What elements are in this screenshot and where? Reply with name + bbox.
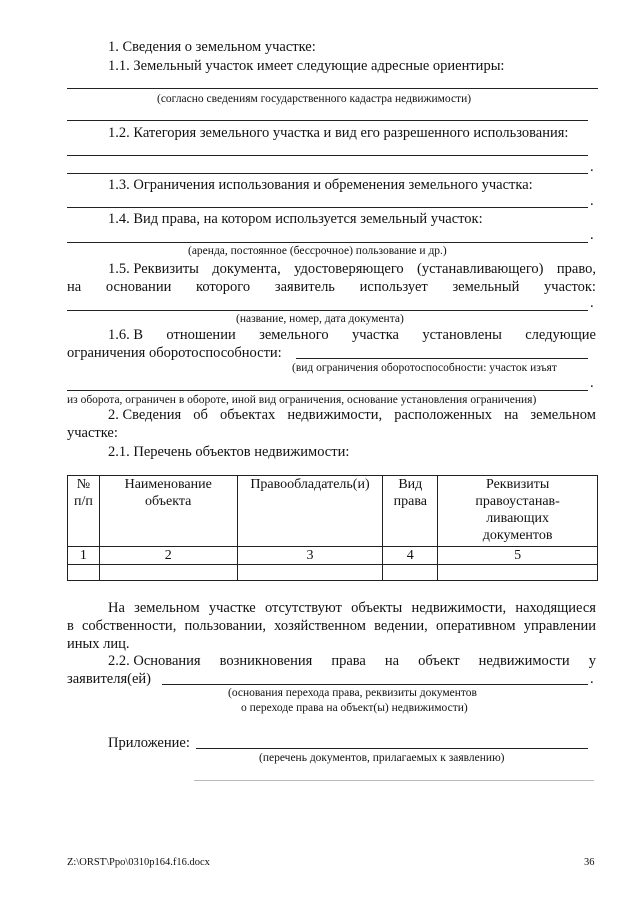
column-number-5: 5 (438, 547, 598, 565)
section1-2-text: 1.2. Категория земельного участка и вид его разрешенного использования: (108, 125, 569, 141)
section1-6-line1: 1.6. В отношении земельного участка установлены следующие (108, 327, 596, 343)
address-fill-line (67, 88, 598, 89)
header-documents: Реквизиты правоустанав-ливающих документов (438, 476, 598, 547)
section1-1-text: 1.1. Земельный участок имеет следующие адресные ориентиры: (108, 58, 505, 74)
header-right-type: Вид права (383, 476, 438, 547)
section2-1-text: 2.1. Перечень объектов недвижимости: (108, 444, 350, 460)
footer-file-path: Z:\ORST\Ppo\0310p164.f16.docx (67, 857, 210, 868)
page-number: 36 (584, 857, 595, 868)
column-number-2: 2 (99, 547, 237, 565)
turnover-note-1: (вид ограничения оборотоспособности: участок изъят (292, 362, 557, 374)
section1-5-line2: на основании которого заявитель использует земельный участок: (67, 279, 596, 295)
attachment-label: Приложение: (108, 735, 190, 751)
turnover-fill-line (296, 358, 588, 359)
absent-objects-line3: иных лиц. (67, 636, 130, 652)
section2-title-line1: 2. Сведения об объектах недвижимости, расположенных на земельном (108, 407, 596, 423)
right-type-fill-line (67, 242, 588, 243)
header-number: № п/п (68, 476, 100, 547)
turnover-fill-line-2 (67, 390, 588, 391)
section2-title-line2: участке: (67, 425, 118, 441)
table-header-row (68, 476, 598, 547)
section2-2-line1: 2.2. Основания возникновения права на объект недвижимости у (108, 653, 596, 669)
column-number-4: 4 (383, 547, 438, 565)
turnover-note-2: из оборота, ограничен в обороте, иной вид ограничения, основание установления ограничения) (67, 394, 537, 406)
basis-note-1: (основания перехода права, реквизиты документов (228, 687, 477, 699)
table-number-row (68, 547, 598, 565)
section1-3-text: 1.3. Ограничения использования и обременения земельного участка: (108, 177, 533, 193)
document-fill-line (67, 310, 588, 311)
document-note: (название, номер, дата документа) (236, 313, 404, 325)
basis-note-2: о переходе права на объект(ы) недвижимости) (241, 702, 468, 714)
table-row (68, 565, 598, 581)
section1-title: 1. Сведения о земельном участке: (108, 39, 316, 55)
section2-2-line2: заявителя(ей) (67, 671, 151, 687)
restrictions-fill-line (67, 207, 588, 208)
section1-4-text: 1.4. Вид права, на котором используется земельный участок: (108, 211, 483, 227)
address-note: (согласно сведениям государственного кадастра недвижимости) (157, 93, 472, 105)
right-type-note: (аренда, постоянное (бессрочное) пользование и др.) (188, 245, 447, 257)
header-object-name: Наименование объекта (99, 476, 237, 547)
column-number-1: 1 (68, 547, 100, 565)
objects-table (67, 475, 598, 581)
basis-fill-line (162, 684, 588, 685)
attachment-note: (перечень документов, прилагаемых к заявлению) (259, 752, 505, 764)
section1-6-line2: ограничения оборотоспособности: (67, 345, 282, 361)
absent-objects-line1: На земельном участке отсутствуют объекты недвижимости, находящиеся (108, 600, 596, 616)
category-fill-line (67, 155, 588, 156)
attachment-fill-line-2 (194, 780, 594, 781)
header-owner: Правообладатель(и) (237, 476, 383, 547)
attachment-fill-line (196, 748, 588, 749)
column-number-3: 3 (237, 547, 383, 565)
category-fill-line-2 (67, 173, 588, 174)
address-fill-line-2 (67, 120, 588, 121)
section1-5-line1: 1.5. Реквизиты документа, удостоверяющего (устанавливающего) право, (108, 261, 596, 277)
absent-objects-line2: в собственности, пользовании, хозяйственном ведении, оперативном управлении (67, 618, 596, 634)
